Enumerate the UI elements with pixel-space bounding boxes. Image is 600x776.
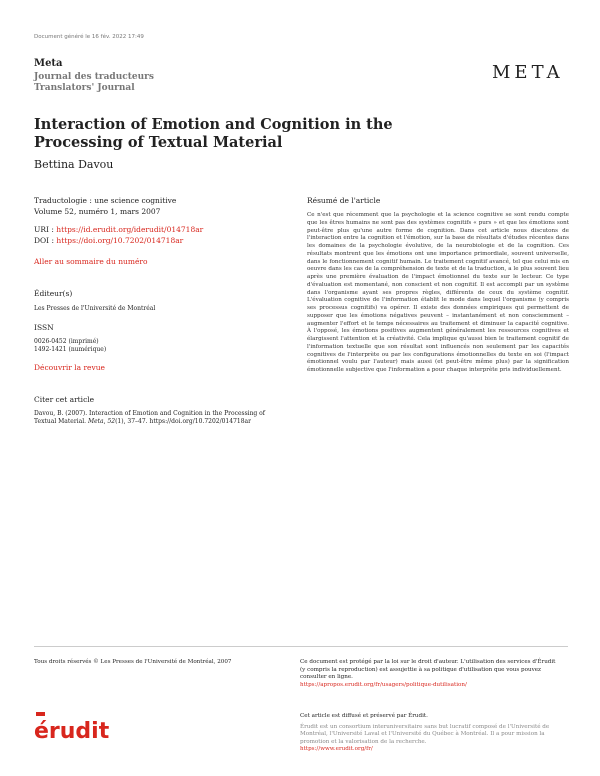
diffusion-text: Érudit est un consortium interuniversitaire sans but lucratif composé de l'Université de Montréal, l'Université Laval et l'Université du Québec à Montréal. Il a pour mission la promotion et la valorisation de la recherche. bbox=[300, 723, 550, 745]
citation-pages: (1), 37–47. https://doi.org/10.7202/014718ar bbox=[115, 418, 251, 425]
erudit-logo-accent bbox=[36, 712, 45, 716]
publisher-heading: Éditeur(s) bbox=[34, 289, 73, 298]
issn-digital: 1492-1421 (numérique) bbox=[34, 346, 107, 353]
uri-link[interactable]: https://id.erudit.org/iderudit/014718ar bbox=[56, 225, 204, 234]
issn-values bbox=[34, 338, 106, 354]
citation-sep: , bbox=[103, 418, 108, 425]
citation-volume: 52 bbox=[107, 418, 116, 425]
journal-name: Meta bbox=[34, 58, 63, 69]
meta-logo: META bbox=[492, 62, 564, 83]
abstract-text: Ce n'est que récemment que la psychologie et la science cognitive se sont rendu compte que les êtres humains ne sont pas des systèmes cognitifs « purs » et que les émotions sont peut-être plus qu'une autre forme de cognition. Dans cet article nous discutons de l'interaction entre la cognition et l'émotion, sur la base de résultats d'études récentes dans les domaines de la psychologie évolutive, de la neurobiologie et de la cognition. Ces résultats montrent que les émotions ont une importance primordiale, souvent universelle, dans le fonctionnement cognitif humain. Le traitement cognitif avancé, tel que celui mis en oeuvre dans les cas de la compréhension de texte et de la traduction, a le plus souvent lieu après une première évaluation de l'impact émotionnel du texte sur le lecteur. Ce type d'évaluation est momentané, non conscient et non cognitif. Il est accompli par un système dans l'organisme ayant ses propres règles, différents de ceux du système cognitif. L'évaluation cognitive de l'information établit le mode dans lequel l'organisme (y compris ses processus cognitifs) va opérer. Il existe des données empiriques qui permettent de supposer que les émotions négatives peuvent – instantanément et non consciemment – augmenter l'effort et le temps nécessaires au traitement et diminuer la capacité cognitive. À l'opposé, les émotions positives augmentent généralement les ressources cognitives et élargissent l'attention et la créativité. Cela implique qu'aussi bien le traitement cognitif de l'information textuelle que son résultat sont influencés non seulement par les capacités cognitives de l'interprète ou par les configurations émotionnelles du texte en soi (l'impact émotionnel voulu par l'auteur) mais aussi (et peut-être même plus) par la signification émotionnelle subjective que l'information a pour chaque interprète pris individuellement. bbox=[307, 212, 569, 373]
citation-line-1: Davou, B. (2007). Interaction of Emotion and Cognition in the Processing of bbox=[34, 410, 266, 417]
doi-line bbox=[34, 236, 294, 247]
copyright-notice bbox=[300, 659, 562, 689]
erudit-logo bbox=[34, 712, 124, 744]
issn-print: 0026-0452 (imprimé) bbox=[34, 338, 99, 345]
doi-label: DOI : bbox=[34, 235, 57, 245]
uri-line bbox=[34, 225, 294, 236]
article-author: Bettina Davou bbox=[34, 158, 114, 171]
publisher-name: Les Presses de l'Université de Montréal bbox=[34, 305, 156, 312]
citation-line-2 bbox=[34, 418, 296, 426]
uri-label: URI : bbox=[34, 225, 57, 234]
abstract-heading: Résumé de l'article bbox=[307, 196, 381, 205]
cite-heading: Citer cet article bbox=[34, 395, 95, 404]
copyright-text: Ce document est protégé par la loi sur le droit d'auteur. L'utilisation des services d'Érudit (y compris la reproduction) est assujettie à sa politique d'utilisation que vous pouvez consulter en ligne. bbox=[300, 659, 556, 680]
erudit-logo-text: érudit bbox=[34, 719, 110, 744]
erudit-link[interactable]: https://www.erudit.org/fr/ bbox=[300, 746, 373, 752]
doi-link[interactable]: https://doi.org/10.7202/014718ar bbox=[56, 235, 184, 245]
issue-title: Traductologie : une science cognitive bbox=[34, 196, 177, 205]
issue-info bbox=[34, 196, 294, 217]
footer-divider bbox=[34, 646, 568, 647]
generated-date: Document généré le 16 fév. 2022 17:49 bbox=[34, 34, 144, 40]
erudit-diffusion bbox=[300, 713, 562, 754]
issn-heading: ISSN bbox=[34, 323, 54, 332]
toc-link[interactable]: Aller au sommaire du numéro bbox=[34, 257, 148, 266]
journal-subtitle bbox=[34, 72, 154, 94]
policy-link[interactable]: https://apropos.erudit.org/fr/usagers/politique-dutilisation/ bbox=[300, 681, 467, 688]
journal-subtitle-fr: Journal des traducteurs bbox=[34, 72, 154, 82]
citation bbox=[34, 410, 296, 426]
discover-journal-link[interactable]: Découvrir la revue bbox=[34, 363, 105, 372]
identifiers bbox=[34, 225, 294, 246]
citation-journal: Meta bbox=[87, 418, 104, 425]
journal-subtitle-en: Translators' Journal bbox=[34, 83, 135, 93]
citation-title-end: Textual Material. bbox=[34, 418, 88, 425]
article-title: Interaction of Emotion and Cognition in the Processing of Textual Material bbox=[34, 116, 393, 151]
diffusion-heading: Cet article est diffusé et préservé par Érudit. bbox=[300, 713, 428, 719]
issue-volume: Volume 52, numéro 1, mars 2007 bbox=[34, 206, 161, 216]
rights-notice: Tous droits réservés © Les Presses de l'Université de Montréal, 2007 bbox=[34, 659, 232, 665]
